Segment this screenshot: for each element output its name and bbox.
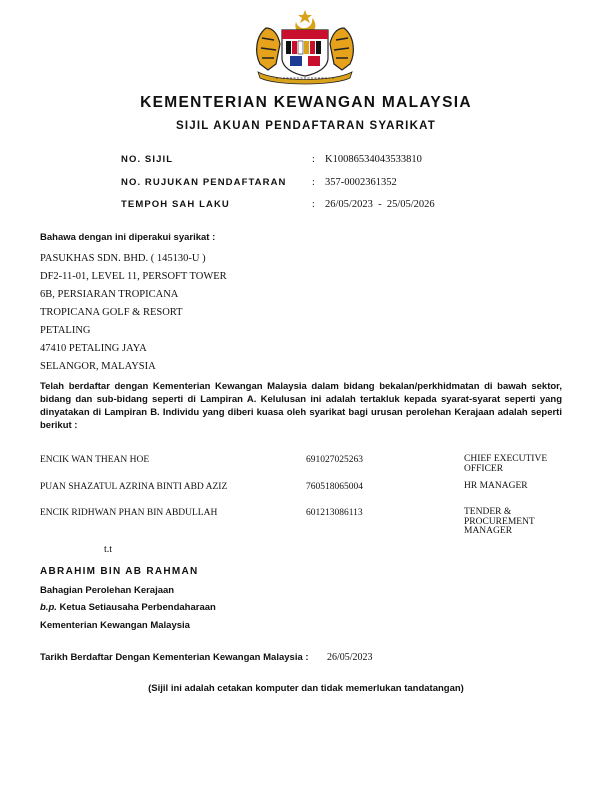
footer-note: (Sijil ini adalah cetakan komputer dan tidak memerlukan tandatangan) bbox=[148, 683, 464, 694]
person-name: ENCIK RIDHWAN PHAN BIN ABDULLAH bbox=[40, 508, 218, 518]
signatory-title: Ketua Setiausaha Perbendaharaan bbox=[59, 602, 216, 613]
document-title: SIJIL AKUAN PENDAFTARAN SYARIKAT bbox=[176, 120, 436, 132]
tt-mark: t.t bbox=[104, 544, 113, 555]
signatory-title-line bbox=[40, 602, 216, 613]
person-name: ENCIK WAN THEAN HOE bbox=[40, 455, 150, 465]
ministry-title: KEMENTERIAN KEWANGAN MALAYSIA bbox=[140, 94, 472, 111]
person-name: PUAN SHAZATUL AZRINA BINTI ABD AZIZ bbox=[40, 482, 228, 492]
person-ic: 691027025263 bbox=[306, 455, 363, 465]
intro-text: Bahawa dengan ini diperakui syarikat : bbox=[40, 232, 216, 243]
address-line: TROPICANA GOLF & RESORT bbox=[40, 307, 183, 318]
address-line: SELANGOR, MALAYSIA bbox=[40, 361, 156, 372]
cert-no-colon: : bbox=[312, 154, 315, 165]
person-ic: 601213086113 bbox=[306, 508, 363, 518]
bp-prefix: b.p. bbox=[40, 602, 57, 613]
reg-ref-label: NO. RUJUKAN PENDAFTARAN bbox=[121, 177, 287, 188]
person-position: HR MANAGER bbox=[464, 481, 528, 491]
reg-ref-value: 357-0002361352 bbox=[325, 177, 397, 188]
company-name: PASUKHAS SDN. BHD. ( 145130-U ) bbox=[40, 253, 206, 264]
registration-date: 26/05/2023 bbox=[327, 652, 373, 663]
validity-label: TEMPOH SAH LAKU bbox=[121, 199, 230, 210]
address-line: 6B, PERSIARAN TROPICANA bbox=[40, 289, 179, 300]
cert-no-value: K10086534043533810 bbox=[325, 154, 422, 165]
address-line: PETALING bbox=[40, 325, 91, 336]
validity-colon: : bbox=[312, 199, 315, 210]
person-position: TENDER & PROCUREMENT MANAGER bbox=[464, 507, 535, 536]
malaysia-coat-of-arms-icon bbox=[246, 8, 364, 86]
signatory-name: ABRAHIM BIN AB RAHMAN bbox=[40, 566, 199, 577]
registration-date-label: Tarikh Berdaftar Dengan Kementerian Kewangan Malaysia : bbox=[40, 652, 309, 663]
signatory-ministry: Kementerian Kewangan Malaysia bbox=[40, 620, 190, 631]
address-line: 47410 PETALING JAYA bbox=[40, 343, 147, 354]
signatory-division: Bahagian Perolehan Kerajaan bbox=[40, 585, 175, 596]
cert-no-label: NO. SIJIL bbox=[121, 154, 174, 165]
validity-value: 26/05/2023 - 25/05/2026 bbox=[325, 199, 435, 210]
person-position: CHIEF EXECUTIVE OFFICER bbox=[464, 454, 548, 474]
registration-paragraph: Telah berdaftar dengan Kementerian Kewangan Malaysia dalam bidang bekalan/perkhidmatan di bawah sektor, bidang dan sub-bidang seperti di Lampiran A. Kelulusan ini adalah tertakluk kepada syarat-syarat seperti yang dinyatakan di Lampiran B. Individu yang diberi kuasa oleh syarikat bagi urusan perolehan Kerajaan adalah seperti berikut : bbox=[40, 381, 562, 431]
reg-ref-colon: : bbox=[312, 177, 315, 188]
person-ic: 760518065004 bbox=[306, 482, 363, 492]
address-line: DF2-11-01, LEVEL 11, PERSOFT TOWER bbox=[40, 271, 227, 282]
